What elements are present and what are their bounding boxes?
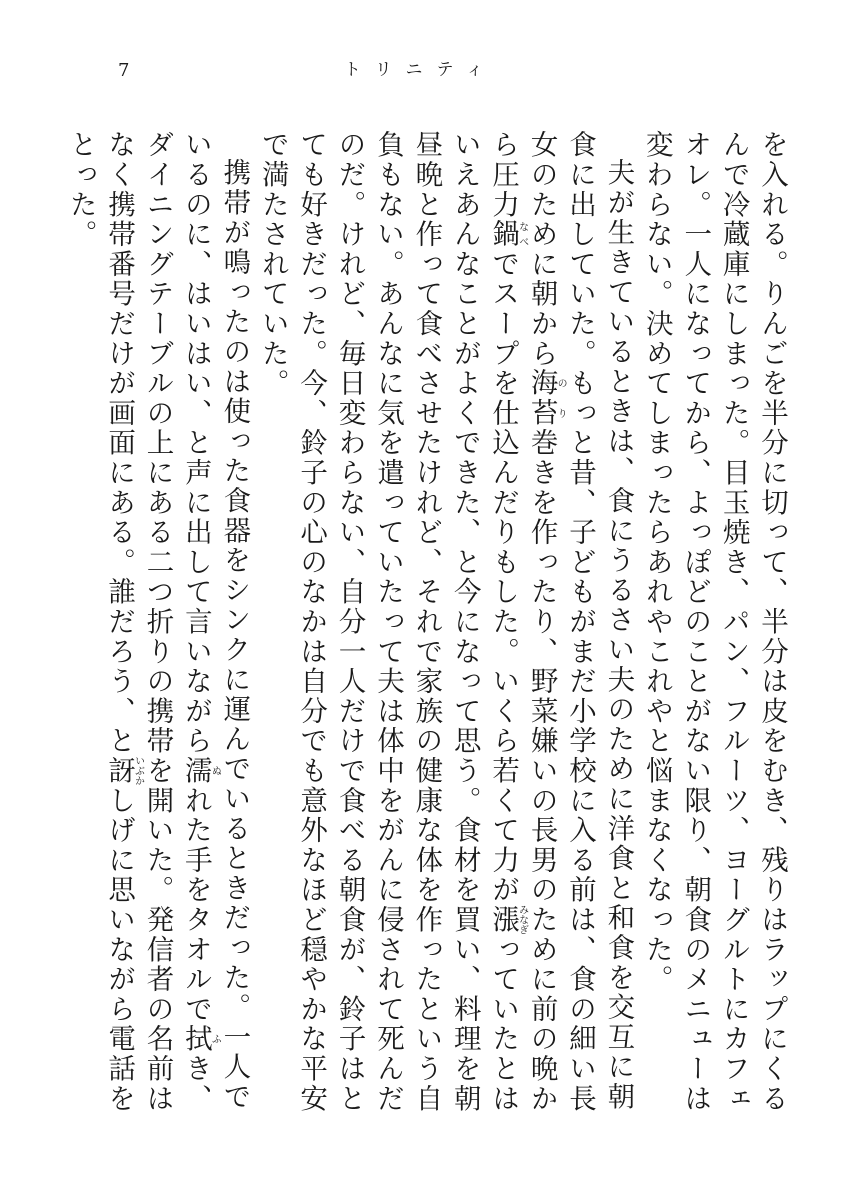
text-run: 携帯が鳴ったのは使った食器をシンクに運んでいるときだった。一人でいるのに、はいはい、と声に出して言いながら bbox=[179, 130, 251, 1112]
ruby-word: 漲みなぎ bbox=[487, 904, 528, 935]
ruby-reading: いぶか bbox=[132, 755, 144, 786]
ruby-reading: なべ bbox=[516, 219, 528, 250]
ruby-word: 鍋なべ bbox=[487, 219, 528, 250]
ruby-reading: ふ bbox=[209, 1024, 221, 1054]
text-run: 巻きを作ったり、野菜嫌いの長男のために前の晩から圧力 bbox=[487, 130, 558, 1114]
text-run: でスープを仕込んだりもした。いくら若くて力が bbox=[487, 249, 520, 905]
paragraph-3 bbox=[61, 130, 253, 1140]
page-number: 7 bbox=[118, 60, 130, 81]
text-run: れた手をタオルで bbox=[179, 785, 212, 1025]
text-run: き、ダイニングテーブルの上にある二つ折りの携帯を開いた。発信者の名前はなく携帯番号だけが画面にある。誰だろう、と bbox=[103, 130, 212, 1114]
ruby-reading: みなぎ bbox=[516, 904, 528, 935]
body-text bbox=[64, 130, 791, 1140]
running-title: トリニティ bbox=[343, 60, 498, 80]
ruby-word: 海苔のり bbox=[525, 368, 567, 429]
ruby-word: 拭ふ bbox=[179, 1024, 221, 1054]
paragraph-1 bbox=[637, 130, 791, 1140]
ruby-word: 訝いぶか bbox=[103, 755, 144, 786]
paragraph-text: を入れる。りんごを半分に切って、半分は皮をむき、残りはラップにくるんで冷蔵庫にしまった。目玉焼き、パン、フルーツ、ヨーグルトにカフェオレ。一人になってから、よっぽどのことがない限り、朝食のメニューは変わらない。決めてしまったらあれやこれやと悩まなくなった。 bbox=[640, 130, 788, 1114]
ruby-reading: のり bbox=[555, 368, 567, 428]
text-run: 夫が生きているときは、食にうるさい夫のために洋食と和食を交互に朝食に出していた。もっと昔、子どもがまだ小学校に入る前は、食の細い長女のために朝から bbox=[525, 130, 635, 1114]
ruby-word: 濡ぬ bbox=[179, 755, 221, 786]
text-run: しげに思いながら電話をとった。 bbox=[64, 130, 136, 1114]
paragraph-2 bbox=[253, 130, 637, 1140]
ruby-reading: ぬ bbox=[209, 755, 221, 786]
text-run: っていたとはいえあんなことがよくできた、と今になって思う。食材を買い、料理を朝昼晩と作って食べさせたけれど、それで家族の健康な体を作ったという自負もない。あんなに気を遣っていたって夫は体中をがんに侵されて死んだのだ。けれど、毎日変わらない、自分一人だけで食べる朝食が、鈴子はとても好きだった。今、鈴子の心のなかは自分でも意外なほど穏やかな平安で満たされていた。 bbox=[256, 130, 520, 1114]
